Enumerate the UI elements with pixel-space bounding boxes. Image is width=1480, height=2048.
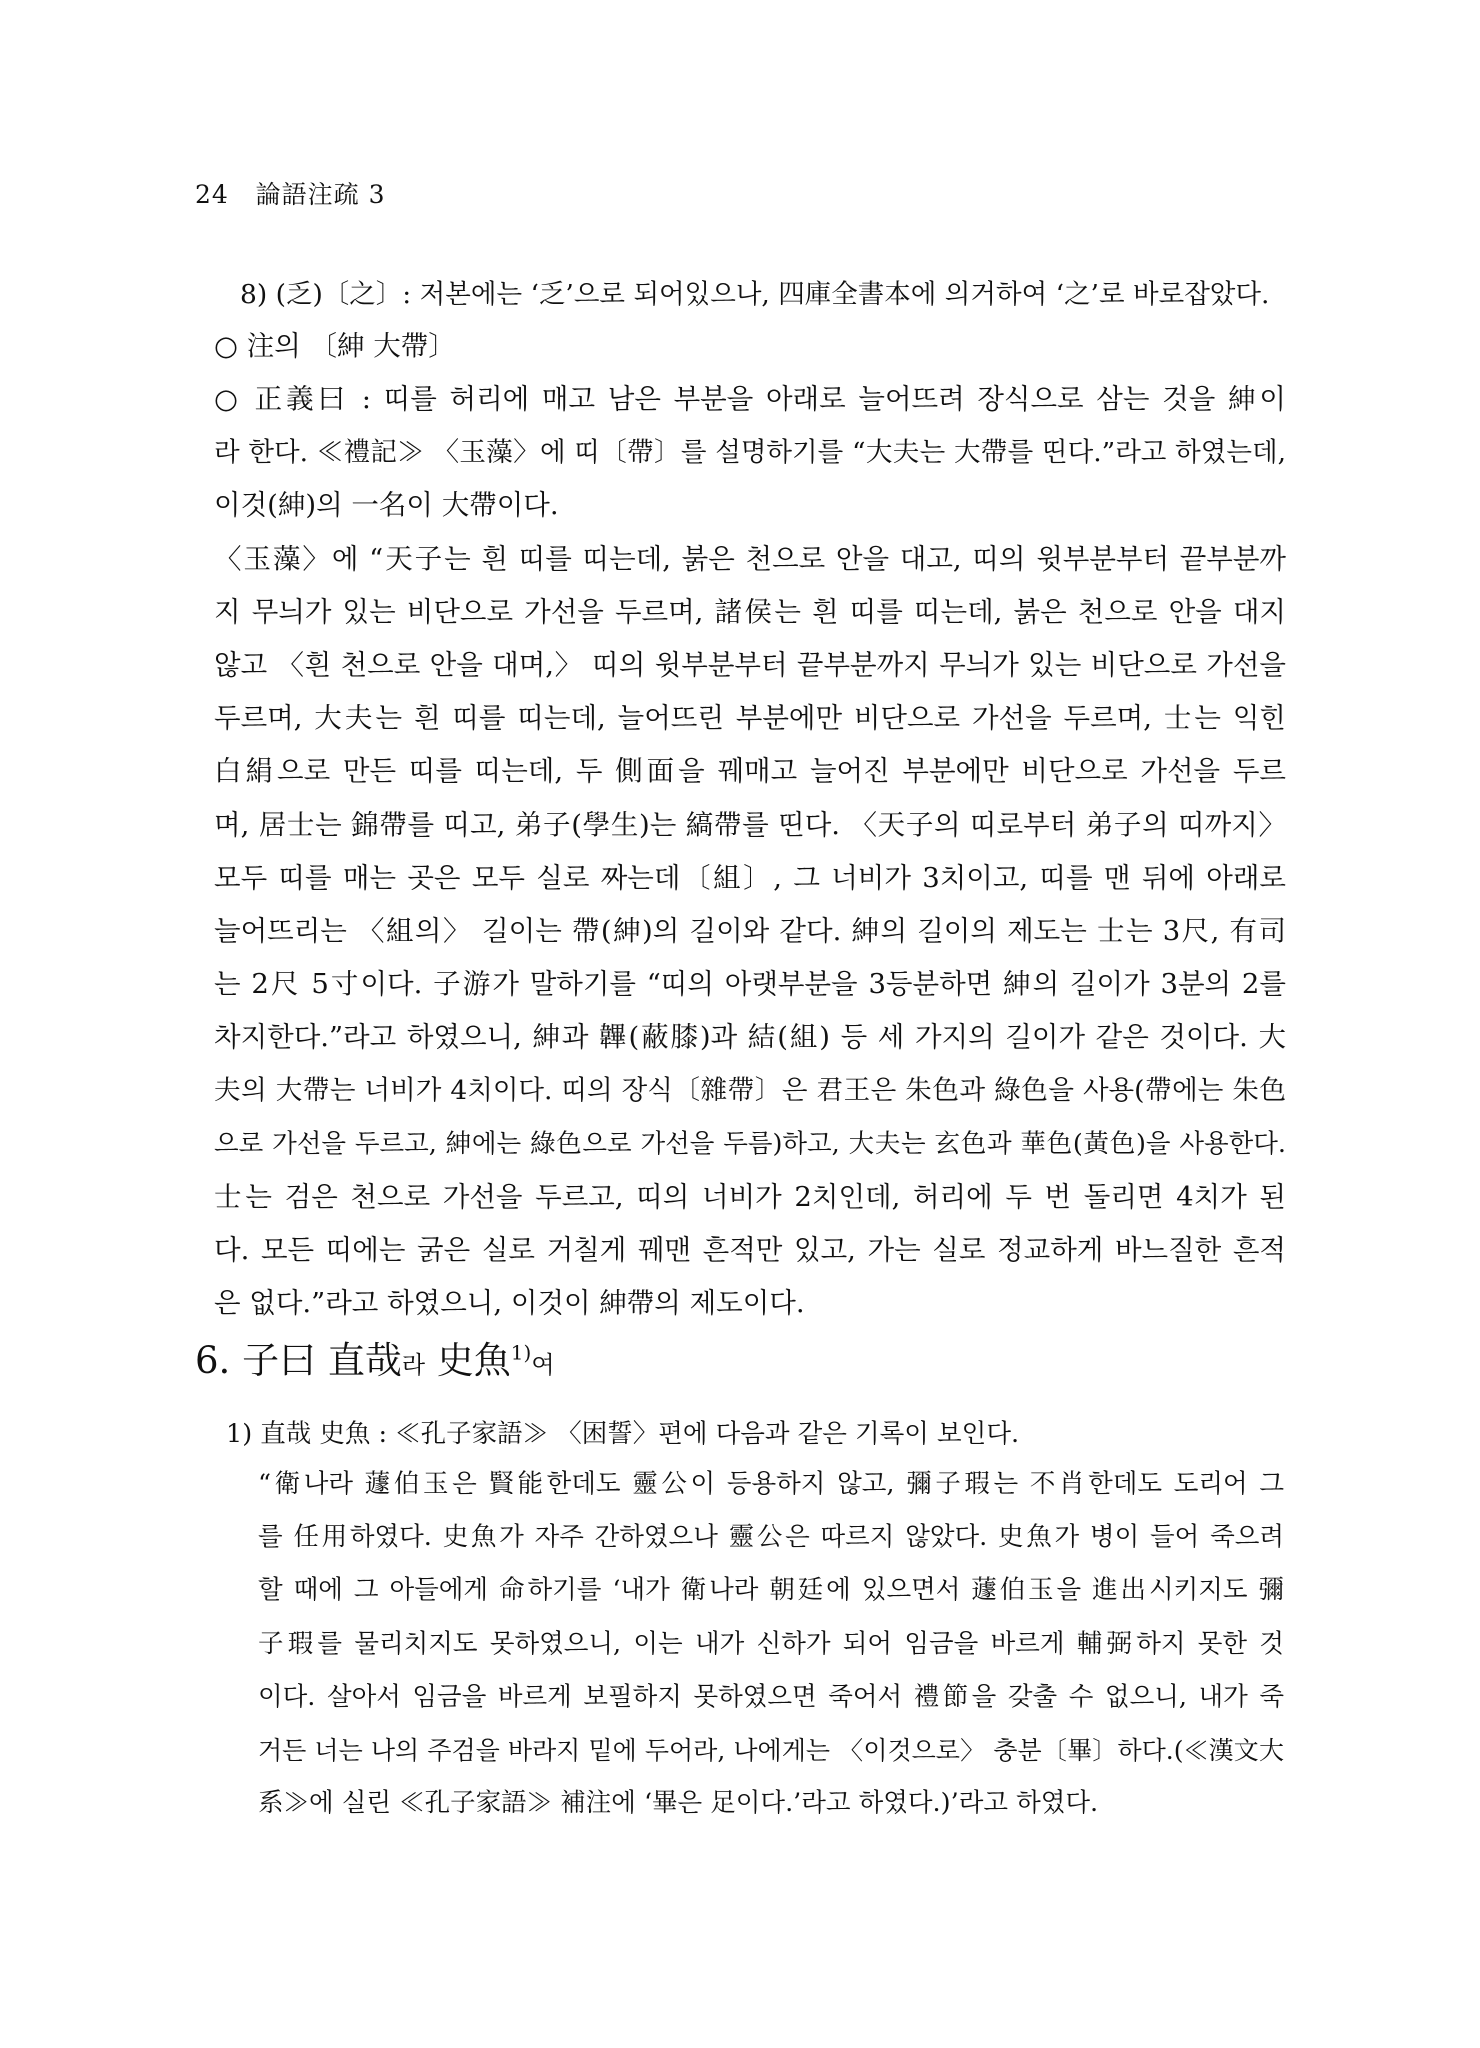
footnote-line: 子瑕를 물리치지도 못하였으니, 이는 내가 신하가 되어 임금을 바르게 輔弼하지 못한 것	[258, 1628, 1284, 1659]
footnote-line: 이다. 살아서 임금을 바르게 보필하지 못하였으면 죽어서 禮節을 갖출 수 없으니, 내가 죽	[258, 1681, 1284, 1712]
section-number: 6.	[195, 1339, 231, 1382]
section-title	[195, 1330, 555, 1384]
footnote-ref: 1)	[510, 1340, 532, 1365]
footnote-8	[240, 268, 1280, 321]
section-particle-end: 여	[531, 1351, 555, 1379]
body-line: 모두 띠를 매는 곳은 모두 실로 짜는데〔組〕, 그 너비가 3치이고, 띠를 맨 뒤에 아래로	[214, 861, 1286, 894]
footnote-8-text: 8) (乏)〔之〕: 저본에는 ‘乏’으로 되어있으나, 四庫全書本에 의거하여 ‘之’로 바로잡았다.	[240, 279, 1270, 310]
body-line: 차지한다.”라고 하였으니, 紳과 韠(蔽膝)과 結(組) 등 세 가지의 길이가 같은 것이다. 大	[214, 1021, 1286, 1054]
body-line: 夫의 大帶는 너비가 4치이다. 띠의 장식〔雜帶〕은 君王은 朱色과 綠色을 사용(帶에는 朱色	[214, 1075, 1286, 1107]
footnote-1-body	[258, 1460, 1284, 1832]
commentary-subheading	[214, 320, 1286, 373]
footnote-line: 할 때에 그 아들에게 命하기를 ‘내가 衛나라 朝廷에 있으면서 蘧伯玉을 進出시키지도 彌	[258, 1575, 1284, 1606]
body-line: 士는 검은 천으로 가선을 두르고, 띠의 너비가 2치인데, 허리에 두 번 돌리면 4치가 된	[214, 1180, 1286, 1213]
body-line: 지 무늬가 있는 비단으로 가선을 두르며, 諸侯는 흰 띠를 띠는데, 붉은 천으로 안을 대지	[214, 595, 1286, 628]
body-line: ○ 正義曰 : 띠를 허리에 매고 남은 부분을 아래로 늘어뜨려 장식으로 삼는 것을 紳이	[214, 383, 1286, 415]
body-line: 두르며, 大夫는 흰 띠를 띠는데, 늘어뜨린 부분에만 비단으로 가선을 두르며, 士는 익힌	[214, 702, 1286, 735]
body-line: 라 한다. ≪禮記≫ 〈玉藻〉에 띠〔帶〕를 설명하기를 “大夫는 大帶를 띤다.”라고 하였는데,	[214, 437, 1286, 469]
body-line: 며, 居士는 錦帶를 띠고, 弟子(學生)는 縞帶를 띤다. 〈天子의 띠로부터 弟子의 띠까지〉	[214, 808, 1286, 841]
subheading-text: ○ 注의 〔紳 大帶〕	[214, 330, 456, 362]
body-line: 으로 가선을 두르고, 紳에는 綠色으로 가선을 두름)하고, 大夫는 玄色과 華色(黃色)을 사용한다.	[214, 1128, 1286, 1159]
body-line: 이것(紳)의 一名이 大帶이다.	[214, 489, 559, 522]
body-line: 白絹으로 만든 띠를 띠는데, 두 側面을 꿰매고 늘어진 부분에만 비단으로 가선을 두르	[214, 755, 1286, 788]
body-line: 는 2尺 5寸이다. 子游가 말하기를 “띠의 아랫부분을 3등분하면 紳의 길이가 3분의 2를	[214, 968, 1286, 1001]
footnote-line: 거든 너는 나의 주검을 바라지 밑에 두어라, 나에게는 〈이것으로〉 충분〔畢〕하다.(≪漢文大	[258, 1735, 1284, 1765]
body-line: 다. 모든 띠에는 굵은 실로 거칠게 꿰맨 흔적만 있고, 가는 실로 정교하게 바느질한 흔적	[214, 1234, 1286, 1266]
footnote-line: 를 任用하였다. 史魚가 자주 간하였으나 靈公은 따르지 않았다. 史魚가 병이 들어 죽으려	[258, 1522, 1284, 1553]
body-line: 〈玉藻〉에 “天子는 흰 띠를 띠는데, 붉은 천으로 안을 대고, 띠의 윗부분부터 끝부분까	[214, 542, 1286, 575]
section-text: 子曰 直哉	[242, 1339, 402, 1382]
page-number: 24	[195, 180, 229, 209]
book-title: 論語注疏 3	[255, 180, 386, 209]
running-header	[195, 175, 386, 211]
footnote-line: “衛나라 蘧伯玉은 賢能한데도 靈公이 등용하지 않고, 彌子瑕는 不肖한데도 도리어 그	[258, 1469, 1284, 1499]
body-line: 않고 〈흰 천으로 안을 대며,〉 띠의 윗부분부터 끝부분까지 무늬가 있는 비단으로 가선을	[214, 648, 1286, 681]
body-line: 은 없다.”라고 하였으니, 이것이 紳帶의 제도이다.	[214, 1287, 805, 1320]
footnote-1-title: 1) 直哉 史魚 : ≪孔子家語≫ 〈困誓〉편에 다음과 같은 기록이 보인다.	[226, 1419, 1020, 1449]
footnote-1-head	[226, 1410, 1284, 1463]
commentary-body	[214, 373, 1286, 1330]
footnote-line: 系≫에 실린 ≪孔子家語≫ 補注에 ‘畢은 足이다.’라고 하였다.)’라고 하였다.	[258, 1788, 1099, 1819]
body-line: 늘어뜨리는 〈組의〉 길이는 帶(紳)의 길이와 같다. 紳의 길이의 제도는 士는 3尺, 有司	[214, 914, 1286, 947]
section-name: 史魚	[436, 1339, 511, 1382]
section-particle: 라	[401, 1351, 426, 1379]
